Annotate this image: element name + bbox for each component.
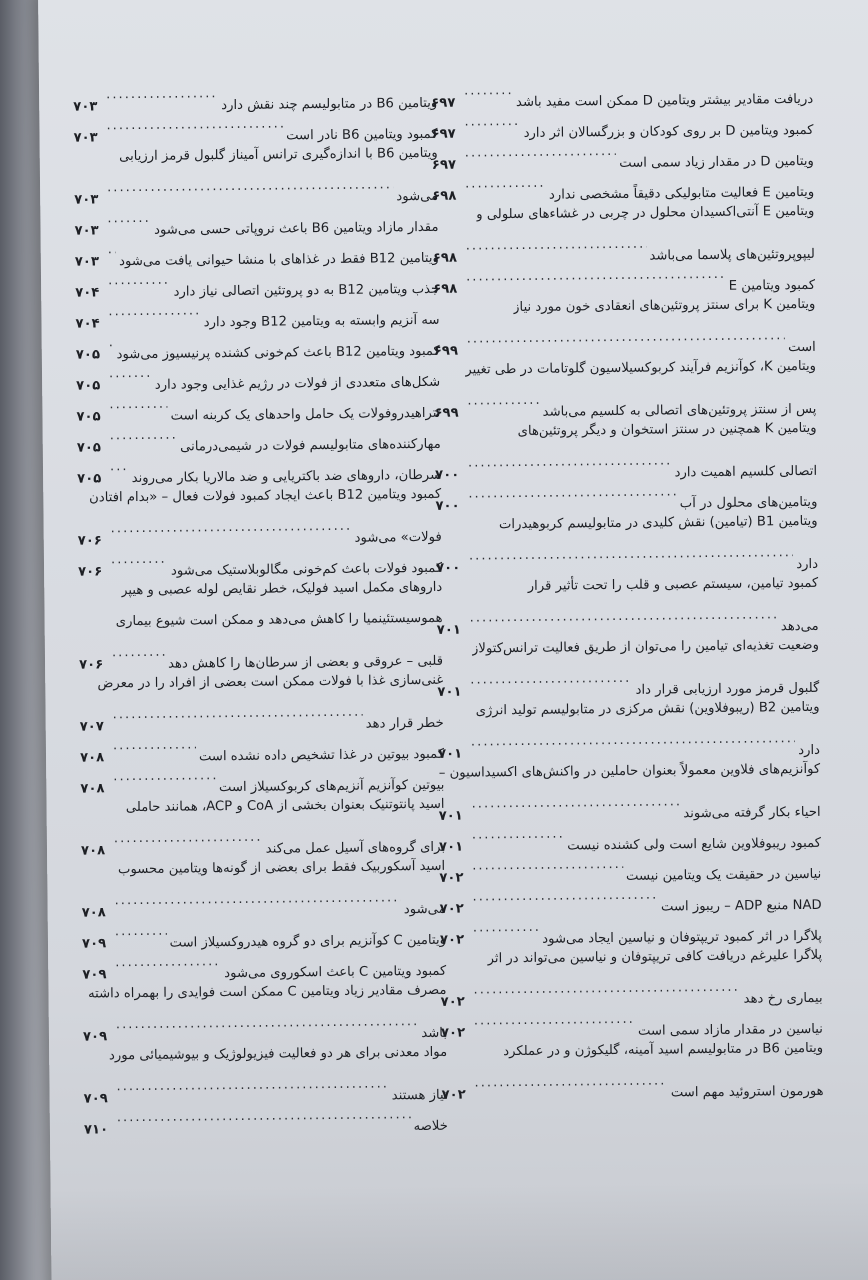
dot-leader	[472, 849, 623, 882]
toc-entry-text: ویتامین C کوآنزیم برای دو گروه هیدروکسیلاز است	[169, 932, 447, 951]
dot-leader	[115, 916, 167, 948]
toc-page-number: ۷۰۶	[78, 657, 104, 673]
toc-page-number: ۷۰۸	[81, 905, 106, 921]
toc-entry	[82, 975, 448, 1045]
dot-leader	[466, 259, 726, 293]
toc-entry-text: ویتامین D در مقدار زیاد سمی است	[619, 153, 814, 171]
toc-entry-text: خطر قرار دهد	[365, 715, 444, 732]
toc-entry	[437, 692, 821, 762]
toc-entry-text: است	[788, 339, 816, 356]
toc-entry-line	[437, 692, 819, 727]
dot-leader	[108, 265, 171, 297]
toc-entry-line	[79, 665, 443, 700]
toc-page-number: ۷۰۳	[73, 130, 98, 146]
dot-leader	[110, 420, 178, 452]
dot-leader	[114, 882, 401, 916]
toc-page-number: ۷۰۳	[73, 99, 98, 115]
toc-entry-text: کمبود ویتامین B6 نادر است	[285, 126, 438, 144]
toc-page-number: ۷۰۱	[438, 808, 463, 824]
toc-page-number: ۶۹۹	[433, 343, 459, 359]
toc-page-number: ۷۰۹	[82, 967, 107, 983]
toc-page-number: ۷۰۱	[438, 839, 464, 855]
toc-entry	[74, 138, 439, 208]
toc-page-number: ۷۰۵	[76, 440, 102, 456]
toc-entry-line	[431, 72, 814, 111]
dot-leader	[474, 1065, 668, 1098]
toc-page-number: ۷۰۳	[74, 192, 99, 208]
toc-entry-line	[437, 723, 821, 762]
dot-leader	[111, 544, 168, 576]
toc-page-number: ۷۰۹	[81, 936, 107, 952]
toc-entry-text: ویتامین K همچنین در سنتز استخوان و دیگر پروتئین‌های	[517, 420, 817, 440]
toc-entry-line	[74, 169, 439, 208]
dot-leader	[107, 169, 394, 203]
toc-entry-text: ویتامین B6 در متابولیسم چند نقش دارد	[221, 95, 438, 114]
toc-entry	[80, 789, 446, 859]
toc-entry	[83, 1037, 448, 1107]
toc-entry	[436, 568, 819, 638]
toc-entry-text: باشد	[421, 1025, 448, 1042]
toc-entry-text: اتصالی کلسیم اهمیت دارد	[674, 463, 818, 481]
dot-leader	[112, 637, 165, 669]
toc-entry-text: نیاسین در مقدار مازاد سمی است	[637, 1021, 824, 1039]
toc-entry-text: NAD منبع ADP – ریبوز است	[660, 897, 822, 915]
dot-leader	[466, 229, 647, 262]
toc-entry-line	[434, 382, 817, 421]
toc-entry-text: دارد	[798, 742, 821, 759]
dot-leader	[471, 723, 796, 757]
dot-leader	[468, 476, 677, 509]
toc-page-number: ۷۰۵	[76, 409, 101, 425]
toc-page-number: ۷۱۰	[83, 1122, 109, 1138]
toc-entry-text: کمبود تیامین، سیستم عصبی و قلب را تحت تأثیر قرار	[527, 575, 819, 594]
toc-page-number: ۶۹۷	[431, 95, 456, 111]
toc-page-number: ۷۰۵	[77, 471, 102, 487]
toc-page-number: ۶۹۹	[434, 405, 459, 421]
toc-entry-text: بیماری رخ دهد	[743, 990, 823, 1007]
toc-entry	[81, 851, 446, 921]
toc-entry-text: کمبود فولات باعث کم‌خونی مگالوبلاستیک می‌شود	[170, 560, 443, 579]
toc-entry	[79, 665, 444, 735]
toc-entry-line	[440, 940, 822, 975]
toc-entry-text: مواد معدنی برای هر دو فعالیت فیزیولوژیک و بیوشیمیائی مورد	[108, 1044, 448, 1064]
toc-entry-text: ویتامین B6 در متابولیسم اسید آمینه، گلیکوژن و در عملکرد	[503, 1040, 824, 1060]
toc-page-number: ۷۰۱	[437, 746, 463, 762]
toc-page-number: ۷۰۱	[436, 622, 461, 638]
toc-page-number: ۷۰۰	[435, 560, 461, 576]
toc-entry-text: می‌دهد	[780, 618, 819, 635]
dot-leader	[469, 599, 777, 633]
toc-page-number: ۷۰۳	[74, 254, 100, 270]
toc-entry-text: کمبود ویتامین E	[728, 277, 816, 294]
dot-leader	[469, 537, 794, 571]
toc-page-number: ۷۰۹	[83, 1091, 108, 1107]
toc-entry-text: دریافت مقادیر بیشتر ویتامین D ممکن است مفید باشد	[515, 91, 814, 111]
toc-entry-text: قلبی – عروقی و بعضی از سرطان‌ها را کاهش دهد	[168, 653, 444, 672]
toc-entry-text: بیوتین کوآنزیم آنزیم‌های کربوکسیلاز است	[218, 777, 445, 796]
dot-leader	[473, 972, 740, 1006]
page-shadow	[51, 1181, 868, 1280]
book-page	[38, 0, 868, 1280]
toc-entry-line	[82, 1006, 448, 1045]
toc-entry-text: ویتامین B6 با اندازه‌گیری ترانس آمیناز گلبول قرمز ارزیابی	[118, 145, 438, 165]
toc-entry-text: خلاصه	[413, 1118, 448, 1135]
toc-entry	[437, 630, 820, 700]
toc-entry	[434, 413, 818, 483]
toc-entry-text: ویتامین B12 فقط در غذاهای با منشا حیوانی یافت می‌شود	[119, 250, 439, 270]
toc-entry-line	[435, 537, 819, 576]
toc-entry-text: پلاگرا علیرغم دریافت کافی تریپتوفان و نیاسین می‌تواند در اثر	[487, 947, 823, 967]
toc-entry-text: مصرف مقادیر زیاد ویتامین C ممکن است فوایدی را بهمراه داشته	[87, 982, 447, 1002]
toc-entry-line	[441, 1033, 823, 1068]
toc-page-number: ۷۰۹	[82, 1029, 108, 1045]
toc-entry-line	[73, 76, 438, 115]
dot-leader	[465, 168, 546, 200]
toc-entry-text: کمبود ویتامین D بر روی کودکان و بزرگسالان اثر دارد	[523, 122, 814, 141]
dot-leader	[474, 1004, 635, 1037]
dot-leader	[471, 786, 680, 819]
toc-entry-line	[78, 634, 444, 673]
toc-entry-line	[435, 444, 818, 483]
toc-entry-text: کمبود بیوتین در غذا تشخیص داده نشده است	[198, 746, 445, 765]
toc-entry-text: می‌شود	[403, 901, 446, 918]
toc-entry-line	[81, 851, 445, 886]
dot-leader	[116, 1006, 419, 1040]
toc-entry-line	[77, 479, 441, 514]
dot-leader	[110, 451, 129, 482]
toc-entry-text: ویتامین‌های محلول در آب	[679, 494, 818, 512]
toc-entry-line	[433, 320, 816, 359]
toc-entry	[438, 754, 821, 824]
toc-entry-text: هورمون استروئید مهم است	[670, 1083, 824, 1101]
toc-entry-text: برای گروه‌های آسیل عمل می‌کند	[265, 839, 446, 857]
toc-entry-line	[437, 630, 819, 665]
toc-page-number: ۶۹۷	[431, 157, 457, 173]
dot-leader	[114, 822, 263, 855]
dot-leader	[472, 880, 658, 913]
dot-leader	[113, 760, 216, 792]
toc-entry-text: مقدار مازاد ویتامین B6 باعث نروپاتی حسی می‌شود	[153, 219, 439, 238]
dot-leader	[109, 358, 152, 389]
toc-entry-text: لیپوپروتئین‌های پلاسما می‌باشد	[649, 246, 815, 264]
toc-entry-line	[435, 506, 817, 541]
dot-leader	[109, 327, 114, 358]
toc-entry-text: ویتامین B1 (تیامین) نقش کلیدی در متابولیسم کربوهیدرات	[498, 513, 818, 533]
toc-entry-text: اسید آسکوربیک فقط برای بعضی از گونه‌ها ویتامین محسوب	[117, 858, 446, 878]
toc-page-number: ۷۰۶	[78, 564, 103, 580]
toc-page-number: ۷۰۱	[437, 684, 462, 700]
dot-leader	[465, 136, 617, 169]
toc-entry-line	[74, 138, 438, 173]
toc-entry-text: کمبود ویتامین C باعث اسکوروی می‌شود	[224, 963, 447, 982]
toc-entry-text: ویتامین K برای سنتز پروتئین‌های انعقادی خون مورد نیاز	[513, 296, 816, 316]
dot-leader	[467, 320, 786, 354]
toc-entry-text: گلبول قرمز مورد ارزیابی قرار داد	[635, 680, 820, 698]
toc-entry-line	[83, 1068, 448, 1107]
toc-entry-line	[80, 820, 446, 859]
toc-entry-line	[78, 572, 442, 607]
toc-entry-line	[79, 696, 444, 735]
toc-entry-text: تتراهیدروفولات یک حامل واحدهای یک کربنه است	[170, 405, 441, 424]
toc-entry-line	[80, 789, 444, 824]
toc-entry-text: دارد	[796, 556, 819, 573]
toc-page-number: ۷۰۲	[441, 1087, 466, 1103]
toc-entry-text: ویتامین E آنتی‌اکسیدان محلول در چربی در غشاءهای سلولی و	[476, 203, 815, 223]
toc-page-number: ۷۰۲	[439, 901, 464, 917]
toc-entry-text: مهارکننده‌های متابولیسم فولات در شیمی‌درمانی	[180, 436, 441, 455]
toc-entry-line	[74, 200, 439, 239]
dot-leader	[110, 511, 351, 545]
toc-entry-line	[432, 196, 814, 231]
toc-page-number: ۷۰۲	[439, 932, 465, 948]
dot-leader	[467, 385, 539, 417]
toc-entry-text: هموسیستئینمیا را کاهش می‌دهد و ممکن است شیوع بیماری	[115, 610, 443, 630]
toc-page-number: ۷۰۰	[435, 467, 460, 483]
toc-entry	[73, 76, 438, 115]
dot-leader	[464, 75, 513, 107]
toc-entry-line	[78, 603, 442, 638]
dot-leader	[106, 108, 283, 141]
toc-entry-line	[436, 599, 819, 638]
toc-entry-line	[434, 351, 816, 386]
toc-entry-text: جذب ویتامین B12 به دو پروتئین اتصالی نیاز دارد	[173, 281, 440, 300]
toc-entry	[78, 572, 444, 673]
toc-entry-line	[437, 661, 820, 700]
toc-entry-line	[81, 882, 446, 921]
dot-leader	[108, 234, 117, 265]
toc-entry-text: اسید پانتوتنیک بعنوان بخشی از CoA و ACP، همانند حاملی	[125, 796, 445, 816]
toc-page-number: ۷۰۲	[440, 1025, 466, 1041]
toc-entry-line	[433, 289, 815, 324]
toc-page-number: ۷۰۶	[77, 533, 103, 549]
toc-entry	[74, 200, 439, 239]
dot-leader	[470, 663, 633, 696]
toc-entry-line	[436, 568, 818, 603]
dot-leader	[113, 729, 196, 761]
toc-entry	[433, 289, 816, 359]
toc-entry	[441, 1033, 824, 1103]
dot-leader	[108, 295, 201, 327]
toc-entry-text: کمبود ویتامین B12 باعث کم‌خونی کشنده پرنیسیوز می‌شود	[116, 343, 440, 363]
dot-leader	[464, 106, 520, 138]
toc-page-number: ۷۰۵	[76, 378, 101, 394]
toc-entry	[77, 479, 442, 549]
toc-entry-text: ویتامین B2 (ریبوفلاوین) نقش مرکزی در متابولیسم تولید انرژی	[475, 699, 820, 719]
toc-page-number: ۶۹۸	[432, 250, 458, 266]
dot-leader	[117, 1099, 411, 1133]
toc-entry-text: کمبود ریبوفلاوین شایع است ولی کشنده نیست	[567, 835, 822, 854]
toc-entry-text: کوآنزیم‌های فلاوین معمولاً بعنوان حاملین در واکنش‌های اکسیداسیون –	[438, 761, 821, 781]
toc-entry	[440, 940, 823, 1010]
toc-entry-text: غنی‌سازی غذا با فولات ممکن است بعضی از افراد را در معرض	[97, 672, 444, 692]
toc-entry-line	[441, 1064, 824, 1103]
toc-entry-text: سه آنزیم وابسته به ویتامین B12 وجود دارد	[203, 312, 440, 331]
toc-page-number: ۷۰۰	[435, 498, 460, 514]
toc-entry-text: احیاء بکار گرفته می‌شوند	[683, 804, 821, 822]
toc-entry	[435, 506, 819, 576]
dot-leader	[115, 946, 221, 978]
toc-column-left	[73, 76, 448, 1138]
toc-page-number: ۷۰۷	[79, 719, 104, 735]
toc-entry-text: پلاگرا در اثر کمبود تریپتوفان و نیاسین ایجاد می‌شود	[542, 928, 823, 947]
dot-leader	[109, 389, 167, 421]
toc-entry-line	[438, 754, 820, 789]
toc-entry-text: پس از سنتز پروتئین‌های اتصالی به کلسیم می‌باشد	[542, 401, 817, 420]
toc-entry	[434, 351, 817, 421]
toc-entry	[431, 72, 814, 111]
toc-entry-line	[440, 971, 823, 1010]
dot-leader	[473, 912, 540, 944]
toc-page-number: ۷۰۵	[75, 347, 101, 363]
toc-page-number: ۷۰۴	[75, 316, 100, 332]
dot-leader	[472, 819, 564, 851]
toc-entry	[432, 196, 815, 266]
toc-entry-text: می‌شود	[396, 188, 439, 205]
toc-entry-text: نیاسین در حقیقت یک ویتامین نیست	[625, 866, 822, 884]
toc-entry-line	[432, 227, 815, 266]
dot-leader	[468, 445, 672, 478]
toc-page-number: ۷۰۸	[80, 843, 106, 859]
toc-page-number: ۷۰۴	[75, 285, 100, 301]
toc-page-number: ۷۰۸	[80, 781, 105, 797]
toc-entry-text: فولات» می‌شود	[354, 529, 442, 546]
dot-leader	[112, 697, 362, 731]
toc-entry-line	[82, 975, 446, 1010]
toc-entry-text: نیاز هستند	[391, 1087, 448, 1104]
toc-entry-line	[83, 1037, 447, 1072]
toc-entry-text: ویتامین K، کوآنزیم فرآیند کربوکسیلاسیون گلوتامات در طی تغییر	[465, 358, 817, 378]
toc-entry-line	[434, 413, 816, 448]
toc-page-number: ۶۹۷	[431, 126, 456, 142]
toc-entry-text: شکل‌های متعددی از فولات در رژیم غذایی وجود دارد	[154, 374, 441, 393]
toc-entry-text: سرطان، داروهای ضد باکتریایی و ضد مالاریا بکار می‌روند	[131, 467, 442, 487]
toc-page-number: ۷۰۳	[74, 223, 99, 239]
toc-page-number: ۶۹۸	[432, 188, 457, 204]
dot-leader	[106, 78, 218, 110]
toc-column-right	[431, 72, 824, 1103]
dot-leader	[116, 1068, 388, 1102]
toc-entry-line	[77, 510, 442, 549]
toc-entry-text: وضعیت تغذیه‌ای تیامین را می‌توان از طریق فعالیت ترانس‌کتولاز	[471, 637, 819, 657]
toc-entry-line	[438, 785, 821, 824]
toc-page-number: ۷۰۲	[439, 870, 464, 886]
toc-page-number: ۶۹۸	[433, 281, 458, 297]
toc-entry-text: داروهای مکمل اسید فولیک، خطر نقایص لوله عصبی و هیپر	[120, 579, 443, 599]
dot-leader	[107, 203, 151, 234]
toc-entry-text: کمبود ویتامین B12 باعث ایجاد کمبود فولات فعال – «بدام افتادن	[89, 486, 442, 506]
toc-page-number: ۷۰۸	[79, 750, 105, 766]
toc-entry-text: ویتامین E فعالیت متابولیکی دقیقاً مشخصی ندارد	[548, 184, 815, 203]
toc-page-number: ۷۰۲	[440, 994, 465, 1010]
